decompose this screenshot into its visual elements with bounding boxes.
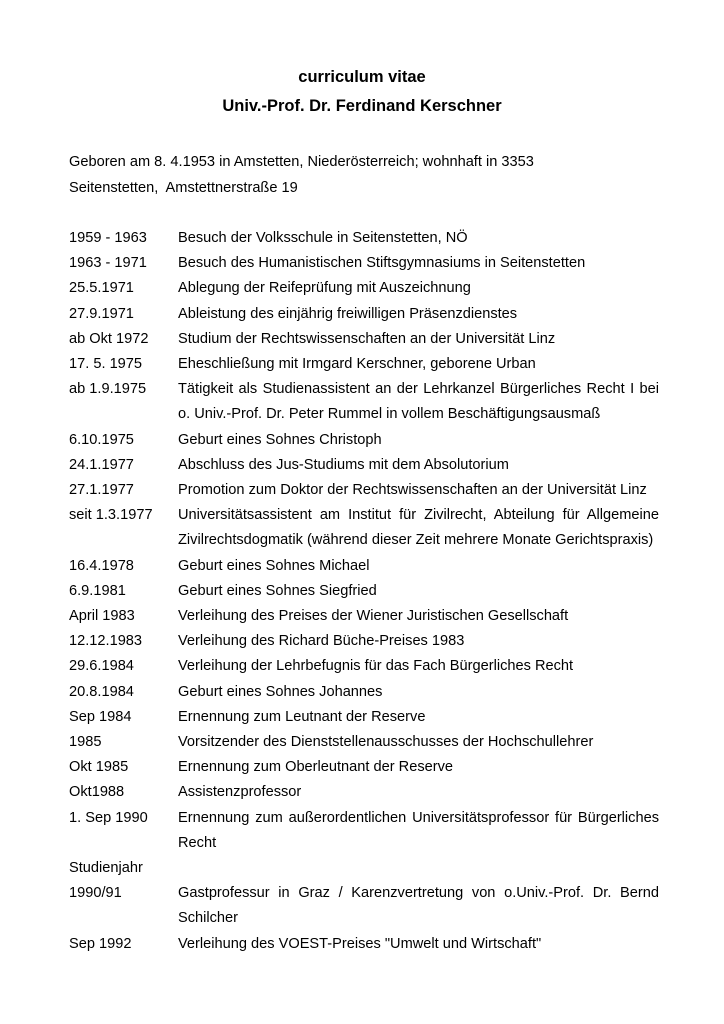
entry-date: Sep 1992 (69, 935, 132, 952)
entry-text: Ablegung der Reifeprüfung mit Auszeichnung (178, 280, 471, 297)
entry-text: Besuch des Humanistischen Stiftsgymnasiums in Seitenstetten (178, 255, 586, 272)
entry-text: Verleihung des Richard Büche-Preises 1983 (178, 633, 465, 650)
entry-text: Verleihung des VOEST-Preises "Umwelt und Wirtschaft" (178, 935, 542, 952)
entry-text: Abschluss des Jus-Studiums mit dem Absolutorium (178, 456, 509, 473)
entry-date: Sep 1984 (69, 708, 132, 725)
entry-text: Geburt eines Sohnes Johannes (178, 683, 383, 700)
entry-date: 17. 5. 1975 (69, 356, 143, 373)
entry-date: 27.9.1971 (69, 305, 134, 322)
cv-entry (69, 226, 659, 251)
cv-entry (69, 579, 659, 604)
entry-date: 1985 (69, 734, 102, 751)
entry-text: Besuch der Volksschule in Seitenstetten, NÖ (178, 230, 468, 246)
entry-text: Promotion zum Doktor der Rechtswissenschaften an der Universität Linz (178, 482, 647, 499)
cv-entry (69, 604, 659, 629)
entry-text: Universitätsassistent am Institut für Zivilrecht, Abteilung für Allgemeine Zivilrechtsdogmatik (während dieser Zeit mehrere Monate Gerichtspraxis) (178, 507, 659, 549)
cv-entry (69, 327, 659, 352)
cv-entry (69, 932, 659, 957)
entry-date: Okt1988 (69, 784, 125, 801)
cv-entry (69, 503, 659, 553)
entry-date: Studienjahr (69, 860, 143, 877)
entry-text: Tätigkeit als Studienassistent an der Lehrkanzel Bürgerliches Recht I bei o. Univ.-Prof. Dr. Peter Rummel in vollem Beschäftigungsausmaß (178, 381, 659, 423)
entry-date: 12.12.1983 (69, 633, 143, 650)
entry-date: Okt 1985 (69, 759, 129, 776)
cv-entry (69, 251, 659, 276)
entry-date: 25.5.1971 (69, 280, 134, 297)
entry-date: 20.8.1984 (69, 683, 134, 700)
entry-text: Gastprofessur in Graz / Karenzvertretung von o.Univ.-Prof. Dr. Bernd Schilcher (178, 885, 659, 927)
entry-text: Studium der Rechtswissenschaften an der Universität Linz (178, 330, 556, 347)
cv-entry (69, 276, 659, 301)
entry-date: ab 1.9.1975 (69, 381, 147, 398)
cv-entry (69, 680, 659, 705)
entry-text: Ableistung des einjährig freiwilligen Präsenzdienstes (178, 305, 518, 322)
cv-entry (69, 780, 659, 805)
document-subtitle: Univ.-Prof. Dr. Ferdinand Kerschner (222, 97, 502, 115)
cv-entry (69, 806, 659, 856)
entry-date: 29.6.1984 (69, 658, 134, 675)
cv-entry (69, 377, 659, 427)
cv-entry (69, 478, 659, 503)
entry-date: 1963 - 1971 (69, 255, 147, 272)
cv-entry (69, 654, 659, 679)
cv-entry (69, 554, 659, 579)
intro-line-2: Seitenstetten, Amstettnerstraße 19 (69, 179, 298, 196)
cv-entry (69, 629, 659, 654)
entry-text: Ernennung zum Leutnant der Reserve (178, 708, 426, 725)
entry-date: 27.1.1977 (69, 482, 134, 499)
entry-date: 24.1.1977 (69, 456, 134, 473)
entry-date: 1. Sep 1990 (69, 809, 148, 826)
entry-text (178, 856, 659, 881)
entry-text: Geburt eines Sohnes Siegfried (178, 582, 377, 599)
entry-text: Verleihung der Lehrbefugnis für das Fach Bürgerliches Recht (178, 658, 574, 675)
entry-text: Geburt eines Sohnes Michael (178, 557, 370, 574)
entry-text: Vorsitzender des Dienststellenausschusses der Hochschullehrer (178, 734, 594, 751)
entry-date: 6.9.1981 (69, 582, 126, 599)
intro-line-1: Geboren am 8. 4.1953 in Amstetten, Niederösterreich; wohnhaft in 3353 (69, 154, 534, 170)
cv-entry (69, 352, 659, 377)
entry-text: Ernennung zum Oberleutnant der Reserve (178, 759, 454, 776)
entry-text: Ernennung zum außerordentlichen Universitätsprofessor für Bürgerliches Recht (178, 809, 659, 851)
cv-entry (69, 302, 659, 327)
entry-date: 1959 - 1963 (69, 230, 147, 246)
cv-entry (69, 755, 659, 780)
cv-entry (69, 881, 659, 931)
cv-entry (69, 856, 659, 881)
entry-text: Eheschließung mit Irmgard Kerschner, geborene Urban (178, 356, 536, 373)
entry-date: seit 1.3.1977 (69, 507, 153, 524)
entry-date: 1990/91 (69, 885, 122, 902)
cv-entries-list (69, 226, 659, 957)
cv-entry (69, 428, 659, 453)
entry-text: Geburt eines Sohnes Christoph (178, 431, 382, 448)
cv-entry (69, 453, 659, 478)
entry-date: 6.10.1975 (69, 431, 134, 448)
intro-paragraph (69, 150, 659, 201)
cv-entry (69, 705, 659, 730)
entry-text: Verleihung des Preises der Wiener Juristischen Gesellschaft (178, 608, 569, 625)
document-title: curriculum vitae (298, 68, 426, 86)
entry-text: Assistenzprofessor (178, 784, 302, 801)
entry-date: 16.4.1978 (69, 557, 134, 574)
entry-date: ab Okt 1972 (69, 330, 149, 347)
cv-entry (69, 730, 659, 755)
entry-date: April 1983 (69, 608, 135, 625)
